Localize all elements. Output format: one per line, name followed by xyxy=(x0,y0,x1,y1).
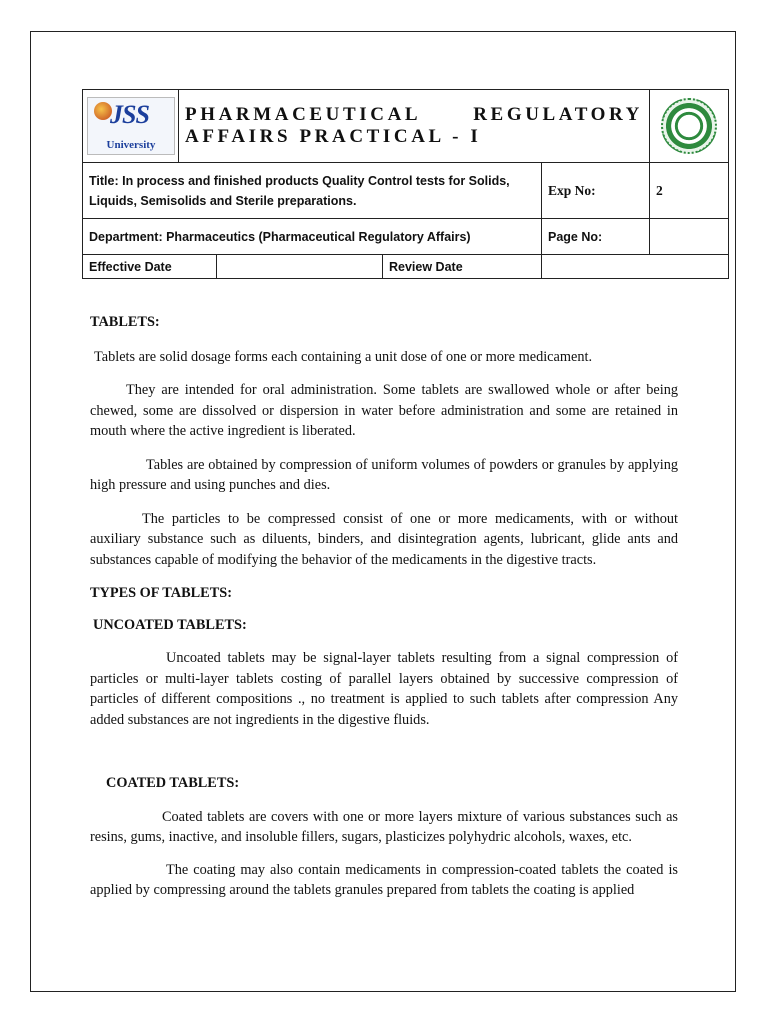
review-date-value xyxy=(542,255,729,279)
doc-title xyxy=(185,104,643,148)
effective-date-label: Effective Date xyxy=(83,255,217,279)
exp-no-label: Exp No: xyxy=(542,163,650,219)
paragraph: Uncoated tablets may be signal-layer tablets resulting from a signal compression of particles or multi-layer tablets costing of parallel layers obtained by successive compression of particles of different compositions ., no treatment is applied to such tablets after compression Any added substances are not ingredients in the digestive fluids. xyxy=(90,650,678,728)
heading-coated-tablets: COATED TABLETS: xyxy=(106,775,240,791)
heading-uncoated-tablets: UNCOATED TABLETS: xyxy=(93,616,247,633)
department-row xyxy=(83,219,729,255)
dates-row xyxy=(83,255,729,279)
doc-title-line1: PHARMACEUTICAL REGULATORY xyxy=(185,104,643,125)
paragraph: Coated tablets are covers with one or more layers mixture of various substances such as resins, gums, inactive, and insoluble fillers, sugars, plasticizes polyhydric alcohols, waxes, etc. xyxy=(90,808,678,845)
paragraph: They are intended for oral administration. Some tablets are swallowed whole or after being chewed, some are dissolved or dispersion in water before administration and some are retained in mouth where the active ingredient is liberated. xyxy=(90,382,678,439)
title-row xyxy=(83,163,729,219)
seal-cell xyxy=(650,90,729,163)
paragraph: The coating may also contain medicaments in compression-coated tablets the coated is applied by compressing around the tablets granules prepared from tablets the coating is applied xyxy=(90,861,678,898)
page-no-label: Page No: xyxy=(542,219,650,255)
page-no-value xyxy=(650,219,729,255)
document-body xyxy=(90,312,678,901)
header-title-row xyxy=(83,90,729,163)
doc-title-line2: AFFAIRS PRACTICAL - I xyxy=(185,126,482,147)
paragraph: Tables are obtained by compression of uniform volumes of powders or granules by applying high pressure and using punches and dies. xyxy=(90,456,678,493)
jss-university-logo xyxy=(87,97,175,155)
experiment-title: Title: In process and finished products Quality Control tests for Solids, Liquids, Semisolids and Sterile preparations. xyxy=(83,163,542,219)
exp-no-value: 2 xyxy=(650,163,729,219)
heading-tablets: TABLETS: xyxy=(90,314,160,330)
university-seal-icon xyxy=(661,98,717,154)
university-logo-cell xyxy=(83,90,179,163)
review-date-label: Review Date xyxy=(383,255,542,279)
paragraph: Tablets are solid dosage forms each containing a unit dose of one or more medicament. xyxy=(94,348,593,365)
doc-title-cell xyxy=(179,90,650,163)
department-text: Department: Pharmaceutics (Pharmaceutical Regulatory Affairs) xyxy=(83,219,542,255)
document-header-table xyxy=(82,89,729,279)
paragraph: The particles to be compressed consist of one or more medicaments, with or without auxiliary substance such as diluents, binders, and disintegration agents, lubricant, glide ants and substances capable of modifying the behavior of the medicaments in the digestive tracts. xyxy=(90,510,678,568)
heading-types-of-tablets: TYPES OF TABLETS: xyxy=(90,585,232,601)
logo-jss-text: JSS xyxy=(110,100,149,129)
effective-date-value xyxy=(217,255,383,279)
logo-university-text: University xyxy=(106,139,156,151)
